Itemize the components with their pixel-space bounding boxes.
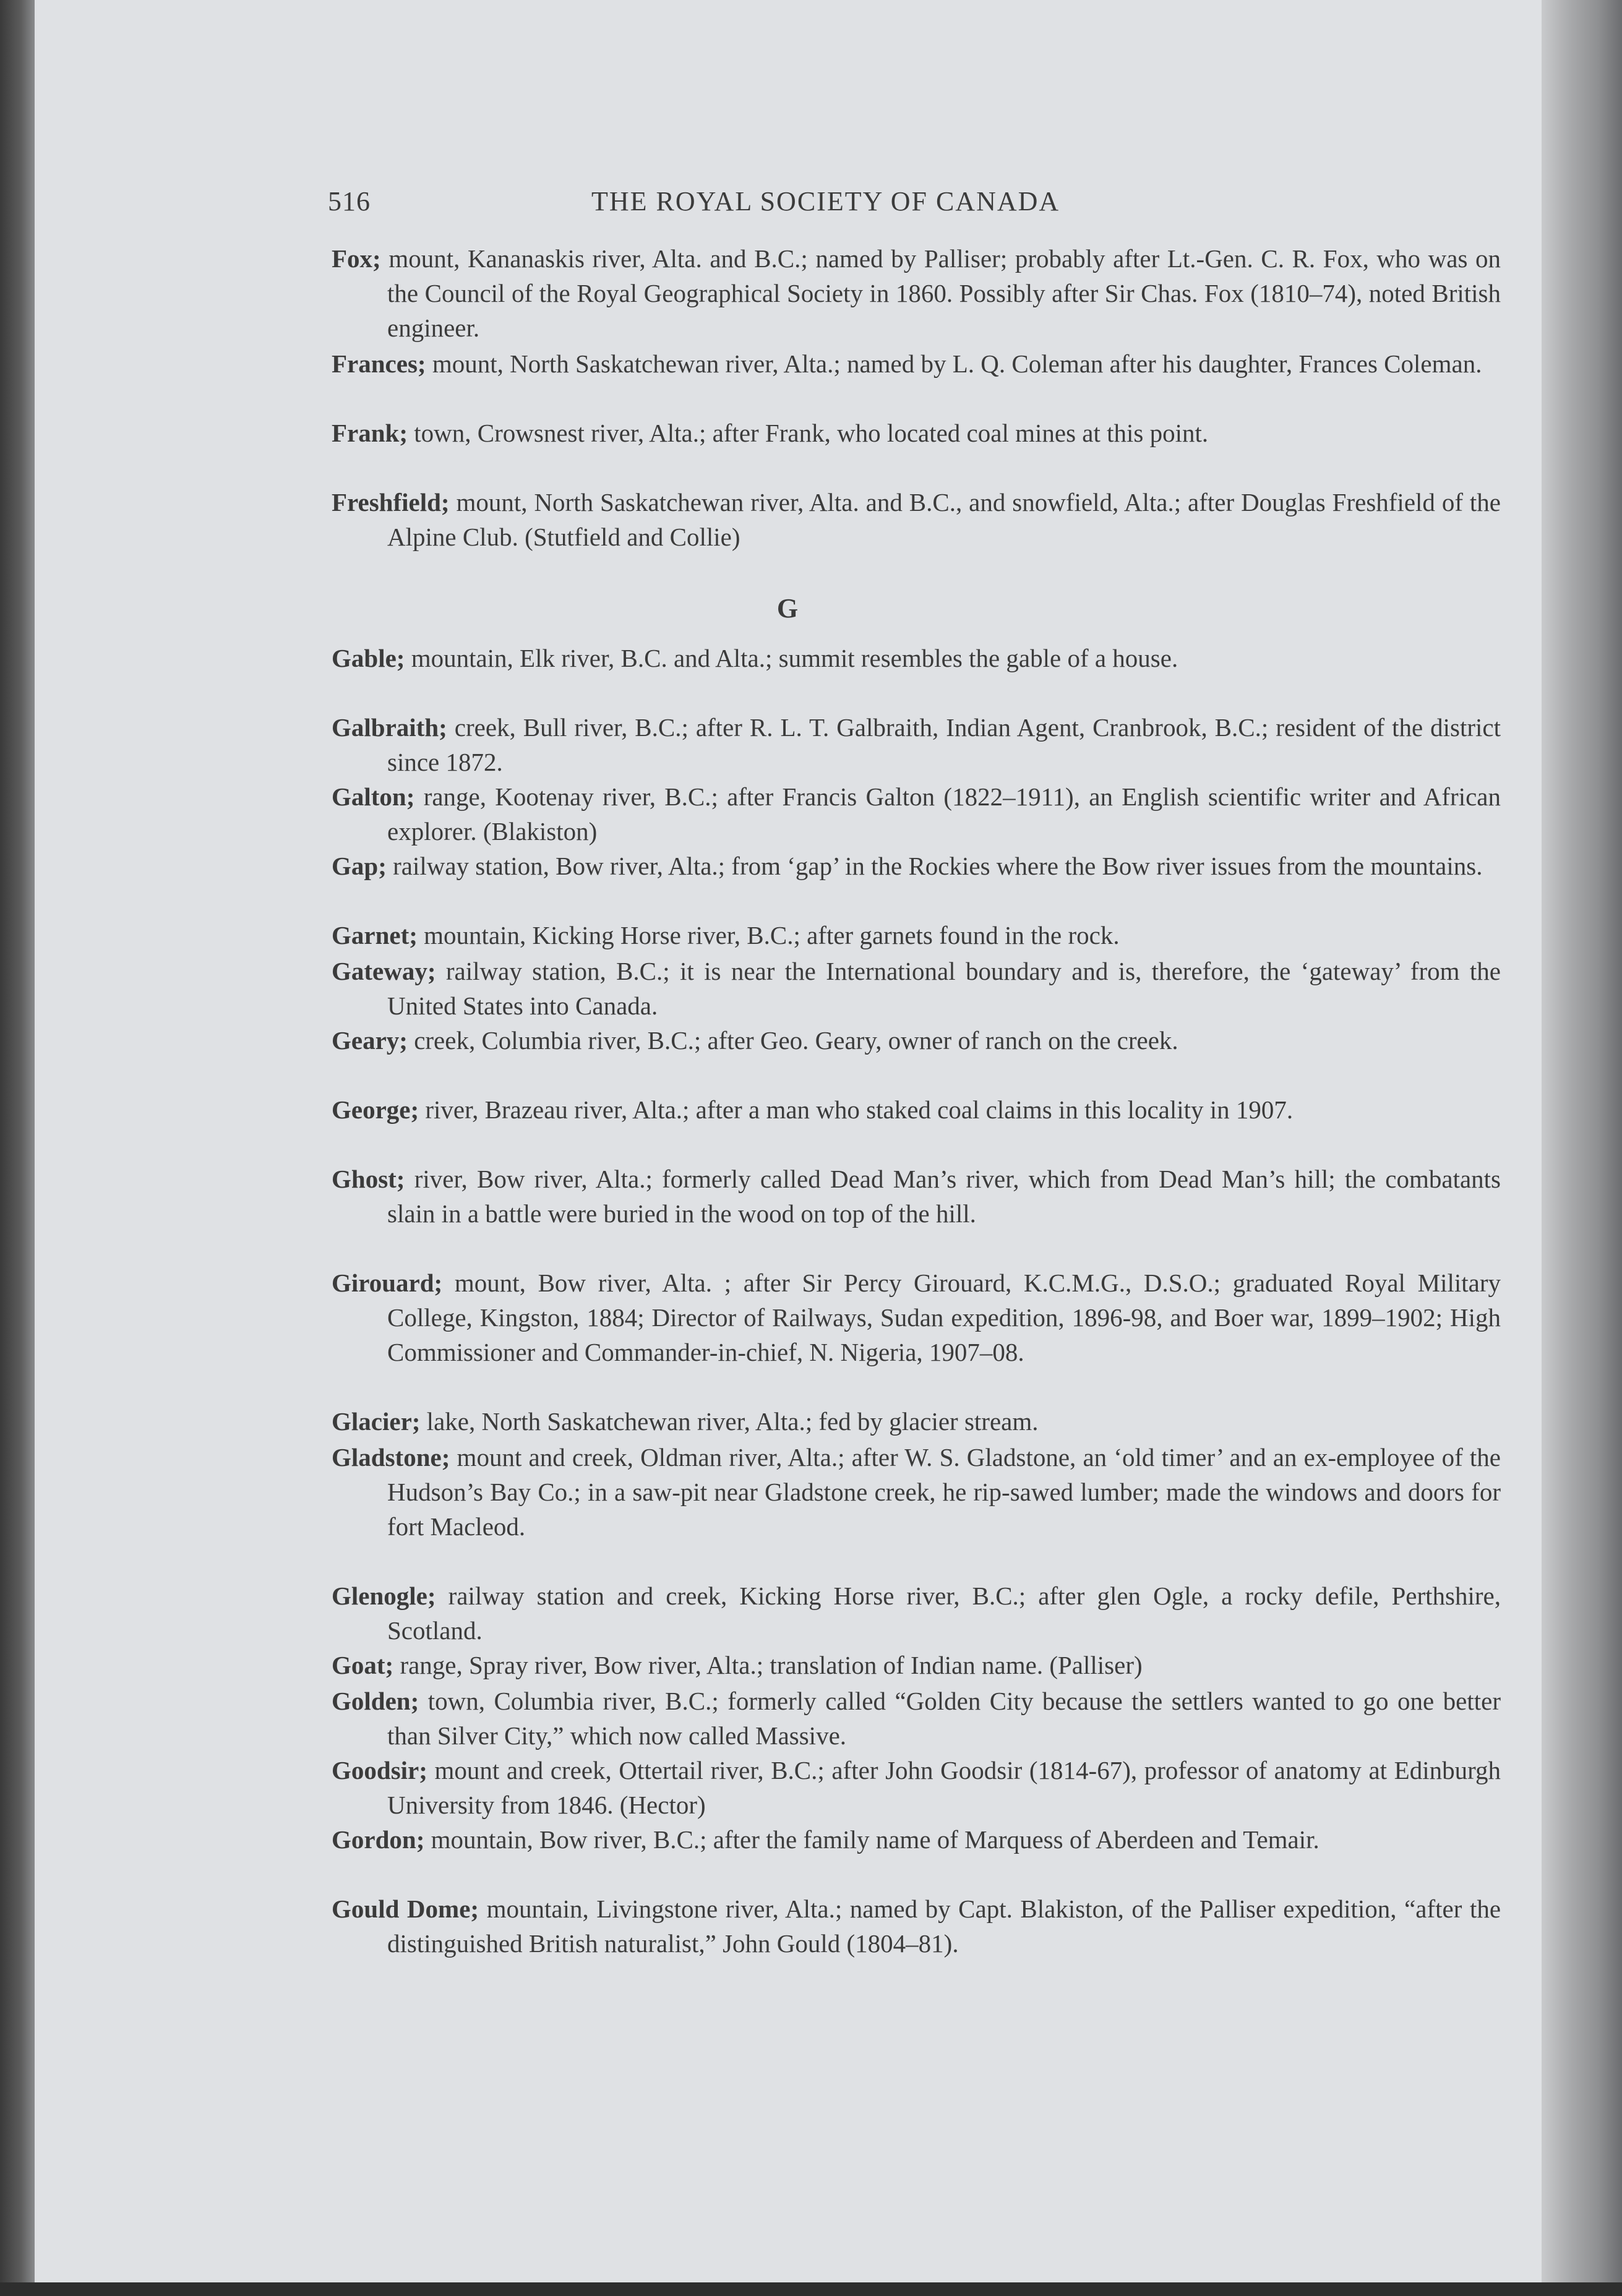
entry-term: Frank; [332,419,408,447]
entry-term: Glacier; [332,1407,421,1436]
entry-ghost [332,1162,1501,1231]
entry-text: creek, Bull river, B.C.; after R. L. T. Galbraith, Indian Agent, Cranbrook, B.C.; resident of the district since 1872. [387,713,1501,776]
entry-text: mount, Bow river, Alta. ; after Sir Percy Girouard, K.C.M.G., D.S.O.; graduated Royal Military College, Kingston, 1884; Director of Railways, Sudan expedition, 1896-98, and Boer war, 1899–1902; High Commissioner and Commander-in-chief, N. Nigeria, 1907–08. [387,1269,1501,1366]
entry-text: mountain, Bow river, B.C.; after the family name of Marquess of Aberdeen and Temair. [431,1825,1319,1854]
entry-gable [332,641,1501,675]
entry-text: range, Kootenay river, B.C.; after Francis Galton (1822–1911), an English scientific writer and African explorer. (Blakiston) [387,782,1501,846]
entry-term: Garnet; [332,921,418,949]
entry-frank [332,416,1501,450]
entry-text: river, Brazeau river, Alta.; after a man who staked coal claims in this locality in 1907. [425,1095,1294,1124]
entry-term: Geary; [332,1026,408,1055]
book-page [35,0,1542,2282]
entry-girouard [332,1266,1501,1369]
entry-text: mount, Kananaskis river, Alta. and B.C.; named by Palliser; probably after Lt.-Gen. C. R. Fox, who was on the Council of the Royal Geographical Society in 1860. Possibly after Sir Chas. Fox (1810–74), noted British engineer. [387,244,1501,342]
scan-left-edge [0,0,35,2296]
entry-text: mountain, Livingstone river, Alta.; named by Capt. Blakiston, of the Palliser expedition, “after the distinguished British naturalist,” John Gould (1804–81). [387,1895,1501,1958]
entry-text: railway station, B.C.; it is near the International boundary and is, therefore, the ‘gateway’ from the United States into Canada. [387,957,1501,1020]
entry-term: Freshfield; [332,488,450,516]
entry-term: Gap; [332,852,387,880]
scan-bottom-edge [0,2282,1622,2296]
entry-text: mount and creek, Oldman river, Alta.; after W. S. Gladstone, an ‘old timer’ and an ex-employee of the Hudson’s Bay Co.; in a saw-pit near Gladstone creek, he rip-sawed lumber; made the windows and doors for fort Macleod. [387,1443,1501,1541]
entry-term: Fox; [332,244,381,273]
entry-goat [332,1648,1501,1682]
entry-george [332,1092,1501,1127]
entry-text: mountain, Kicking Horse river, B.C.; after garnets found in the rock. [424,921,1120,949]
entry-gould-dome [332,1891,1501,1961]
entry-gap [332,849,1501,883]
entry-text: town, Crowsnest river, Alta.; after Frank, who located coal mines at this point. [414,419,1209,447]
entry-text: range, Spray river, Bow river, Alta.; translation of Indian name. (Palliser) [400,1651,1143,1679]
entry-term: George; [332,1095,419,1124]
entry-goodsir [332,1753,1501,1822]
entry-glenogle [332,1578,1501,1648]
entry-glacier [332,1404,1501,1439]
page-number: 516 [328,186,371,216]
entry-text: mountain, Elk river, B.C. and Alta.; summit resembles the gable of a house. [411,644,1178,672]
section-letter-g: G [776,593,800,623]
entry-term: Galton; [332,782,415,811]
entry-text: mount, North Saskatchewan river, Alta.; named by L. Q. Coleman after his daughter, Frances Coleman. [432,349,1482,378]
entry-term: Goat; [332,1651,394,1679]
entry-galbraith [332,710,1501,779]
entry-gordon [332,1822,1501,1857]
entry-text: town, Columbia river, B.C.; formerly called “Golden City because the settlers wanted to go one better than Silver City,” which now called Massive. [387,1687,1501,1750]
entry-term: Gladstone; [332,1443,450,1471]
entry-term: Golden; [332,1687,419,1715]
entry-text: lake, North Saskatchewan river, Alta.; fed by glacier stream. [426,1407,1039,1436]
entry-term: Frances; [332,349,426,378]
entry-gladstone [332,1440,1501,1544]
entry-fox [332,241,1501,345]
entry-text: railway station, Bow river, Alta.; from ‘gap’ in the Rockies where the Bow river issues from the mountains. [393,852,1483,880]
entry-term: Girouard; [332,1269,443,1297]
page-header [35,186,1542,229]
entry-text: mount, North Saskatchewan river, Alta. and B.C., and snowfield, Alta.; after Douglas Freshfield of the Alpine Club. (Stutfield and Collie) [387,488,1501,551]
entry-frances [332,346,1501,381]
entry-term: Glenogle; [332,1582,436,1610]
entry-term: Gateway; [332,957,436,985]
entry-garnet [332,918,1501,953]
entry-term: Gould Dome; [332,1895,479,1923]
entry-text: creek, Columbia river, B.C.; after Geo. Geary, owner of ranch on the creek. [414,1026,1178,1055]
entry-term: Gordon; [332,1825,425,1854]
entry-geary [332,1023,1501,1058]
entry-text: mount and creek, Ottertail river, B.C.; after John Goodsir (1814-67), professor of anatomy at Edinburgh University from 1846. (Hector) [387,1756,1501,1819]
entry-gateway [332,954,1501,1023]
running-title: THE ROYAL SOCIETY OF CANADA [591,186,1060,216]
entry-golden [332,1684,1501,1753]
entry-term: Gable; [332,644,405,672]
entry-term: Galbraith; [332,713,447,742]
entry-text: river, Bow river, Alta.; formerly called Dead Man’s river, which from Dead Man’s hill; the combatants slain in a battle were buried in the wood on top of the hill. [387,1165,1501,1228]
entry-text: railway station and creek, Kicking Horse river, B.C.; after glen Ogle, a rocky defile, Perthshire, Scotland. [387,1582,1501,1645]
entry-galton [332,779,1501,849]
entry-freshfield [332,485,1501,554]
entry-term: Ghost; [332,1165,405,1193]
entry-term: Goodsir; [332,1756,427,1784]
scan-right-edge [1542,0,1622,2296]
